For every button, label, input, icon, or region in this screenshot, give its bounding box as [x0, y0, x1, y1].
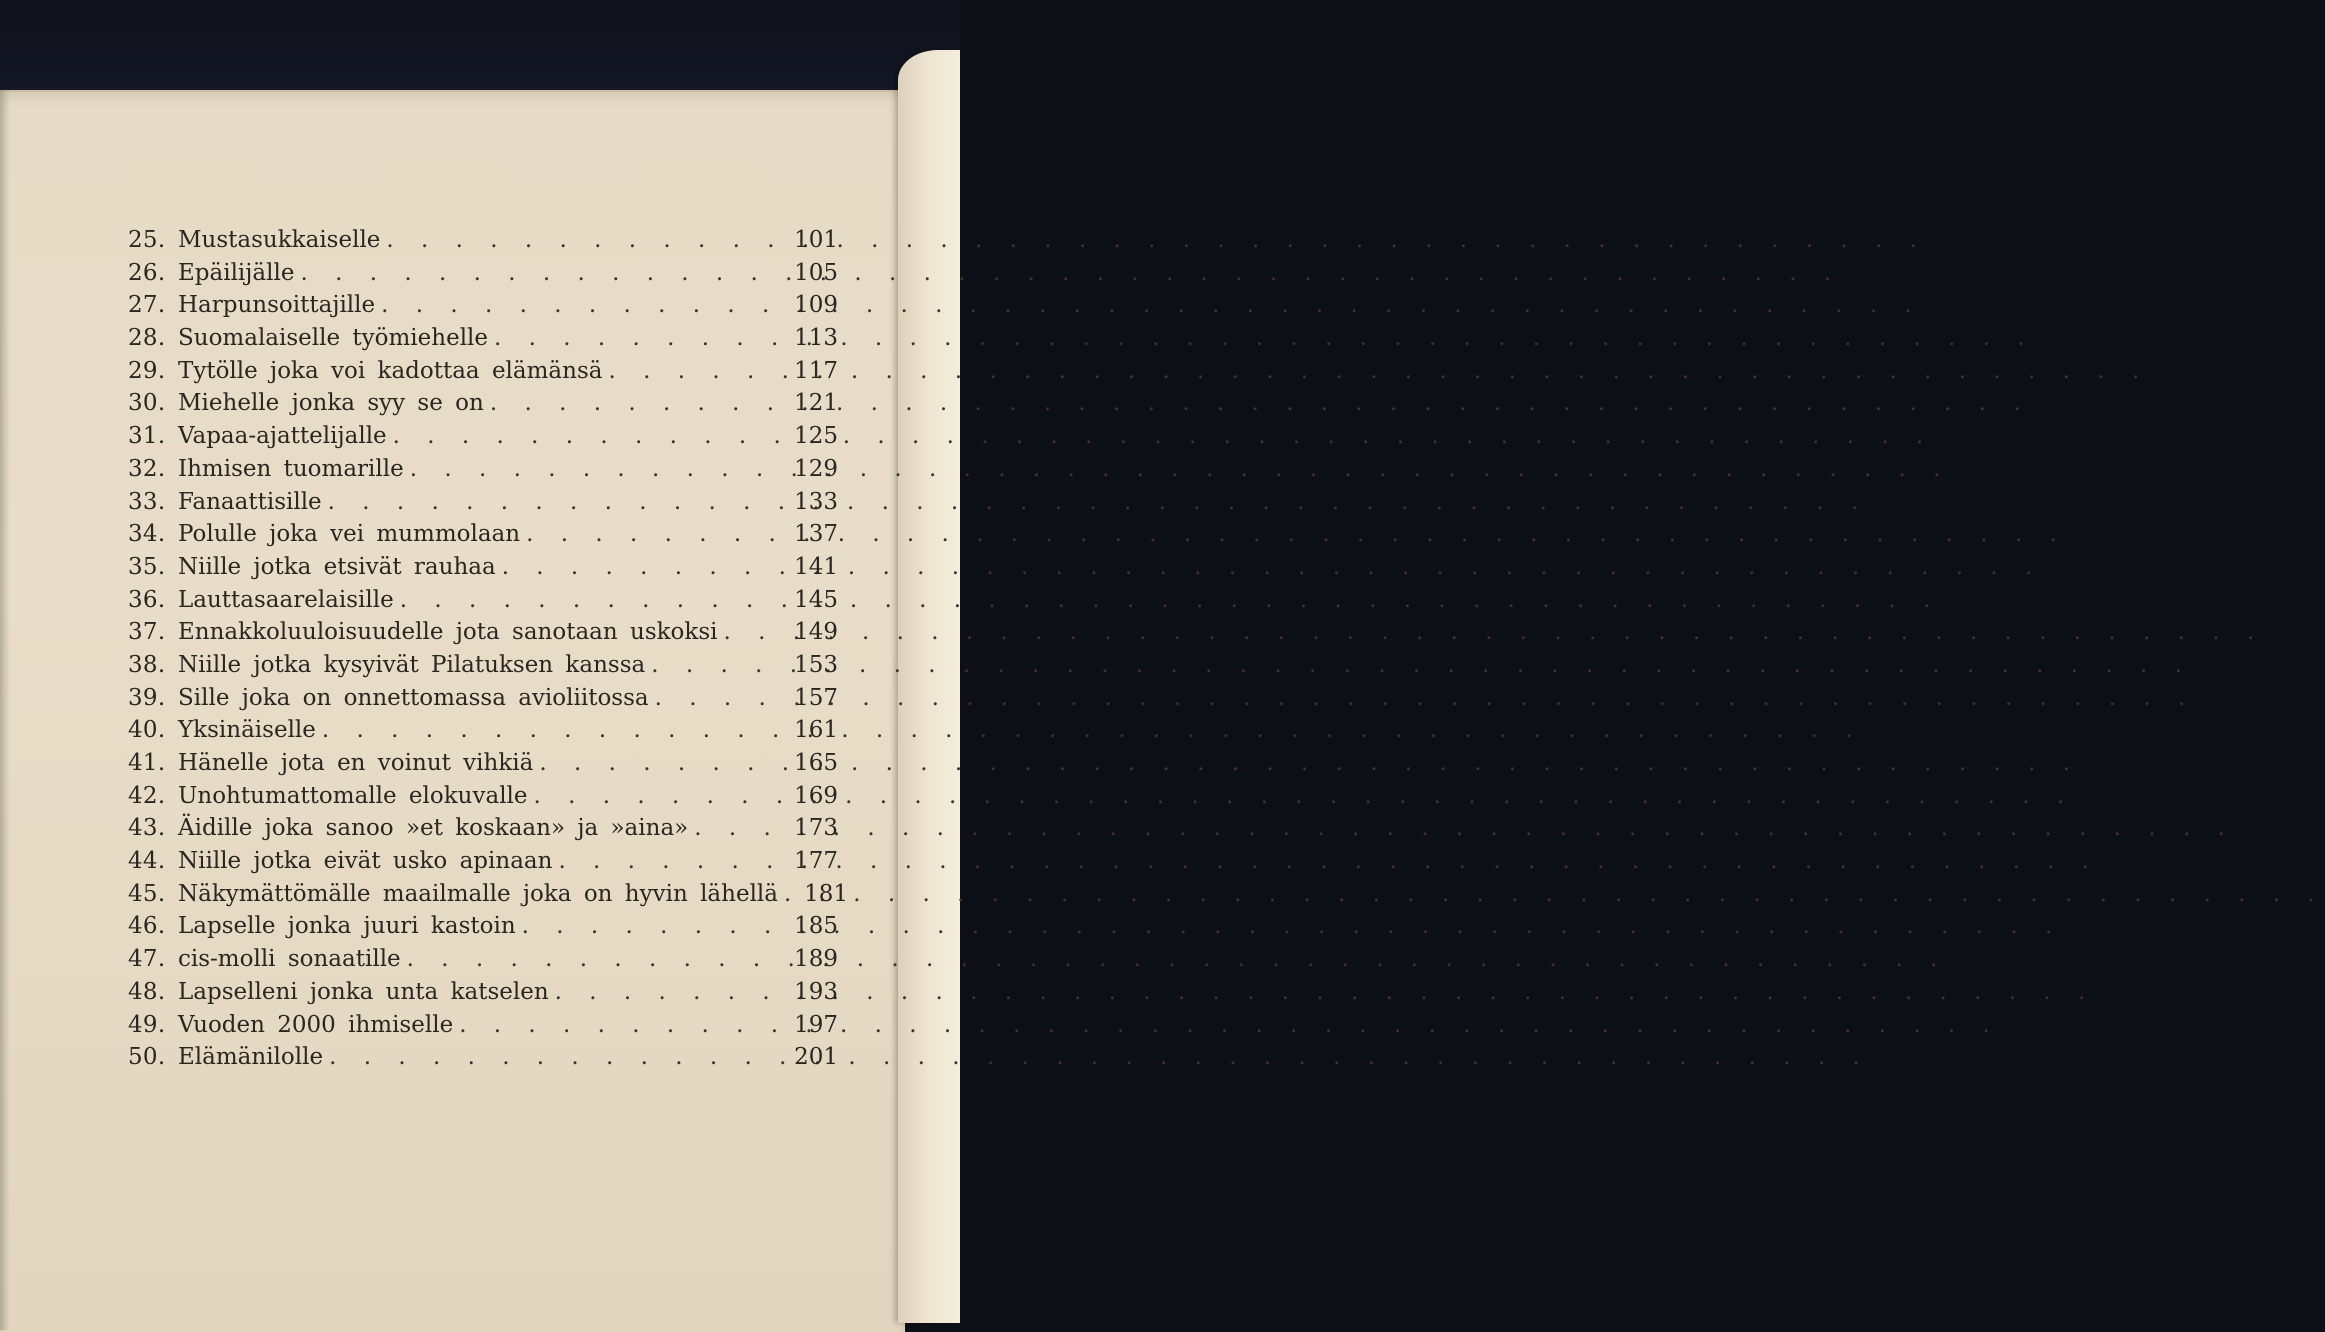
toc-dot-leader — [393, 420, 788, 453]
toc-entry — [128, 257, 838, 290]
toc-entry-number: 49. — [128, 1011, 166, 1038]
table-of-contents — [128, 224, 848, 1074]
toc-entry-page: 181 — [804, 880, 848, 907]
toc-entry-number: 50. — [128, 1044, 166, 1071]
toc-entry — [128, 747, 838, 780]
toc-entry-number: 34. — [128, 521, 166, 548]
toc-entry-number: 36. — [128, 586, 166, 613]
toc-entry-title: Harpunsoittajille — [178, 292, 376, 319]
toc-entry-number: 31. — [128, 423, 166, 450]
toc-dot-leader — [328, 486, 788, 519]
toc-entry-page: 173 — [794, 815, 838, 842]
toc-entry-number: 26. — [128, 259, 166, 286]
toc-entry-title: Epäilijälle — [178, 259, 295, 286]
photo-scene — [0, 0, 960, 1323]
toc-entry-page: 185 — [794, 913, 838, 940]
toc-dot-leader — [300, 257, 788, 290]
toc-dot-leader — [386, 224, 788, 257]
toc-entry-page: 169 — [794, 782, 838, 809]
toc-dot-leader — [407, 943, 788, 976]
toc-entry — [128, 1041, 838, 1074]
toc-entry-title: cis-molli sonaatille — [178, 946, 401, 973]
toc-entry-number: 43. — [128, 815, 166, 842]
toc-entry-number: 27. — [128, 292, 166, 319]
toc-entry-page: 113 — [794, 325, 838, 352]
toc-entry-title: Yksinäiselle — [178, 717, 316, 744]
toc-dot-leader — [322, 714, 788, 747]
toc-dot-leader — [539, 747, 788, 780]
toc-entry-number: 48. — [128, 978, 166, 1005]
toc-entry-page: 121 — [794, 390, 838, 417]
toc-entry-page: 101 — [794, 227, 838, 253]
toc-entry — [128, 780, 838, 813]
toc-entry-page: 133 — [794, 488, 838, 515]
toc-dot-leader — [494, 322, 788, 355]
toc-entry-number: 39. — [128, 684, 166, 711]
toc-entry-page: 161 — [794, 717, 838, 744]
page-shadow — [0, 90, 10, 1330]
toc-entry-title: Lapselleni jonka unta katselen — [178, 978, 549, 1005]
toc-entry-number: 47. — [128, 946, 166, 973]
toc-entry-title: Ennakkoluuloisuudelle jota sanotaan uskoksi — [178, 619, 718, 646]
toc-entry-page: 141 — [794, 553, 838, 580]
toc-entry-title: Vuoden 2000 ihmiselle — [178, 1011, 454, 1038]
toc-entry-title: Polulle joka vei mummolaan — [178, 521, 521, 548]
toc-entry-page: 157 — [794, 684, 838, 711]
toc-dot-leader — [459, 1009, 788, 1042]
toc-entry-title: Vapaa-ajattelijalle — [178, 423, 387, 450]
toc-entry-number: 41. — [128, 750, 166, 776]
toc-entry-page: 193 — [794, 978, 838, 1005]
toc-dot-leader — [784, 878, 798, 911]
toc-entry-page: 201 — [794, 1044, 838, 1071]
toc-entry — [128, 976, 838, 1009]
toc-entry — [128, 649, 838, 682]
toc-entry-page: 197 — [794, 1011, 838, 1038]
toc-entry-number: 38. — [128, 651, 166, 678]
toc-entry-title: Tytölle joka voi kadottaa elämänsä — [178, 357, 603, 384]
toc-dot-leader — [502, 551, 788, 584]
toc-dot-leader — [410, 453, 788, 486]
toc-entry-title: Suomalaiselle työmiehelle — [178, 325, 489, 352]
toc-entry-number: 37. — [128, 619, 166, 646]
toc-entry — [128, 1009, 838, 1042]
toc-entry — [128, 322, 838, 355]
toc-entry — [128, 420, 838, 453]
toc-entry-title: Lauttasaarelaisille — [178, 586, 394, 613]
toc-entry-page: 129 — [794, 455, 838, 482]
toc-entry — [128, 289, 838, 322]
toc-entry-page: 145 — [794, 586, 838, 613]
toc-entry — [128, 812, 838, 845]
toc-dot-leader — [555, 976, 788, 1009]
toc-dot-leader — [381, 289, 788, 322]
toc-entry-page: 189 — [794, 946, 838, 973]
toc-entry-page: 117 — [794, 357, 838, 384]
toc-entry-number: 29. — [128, 357, 166, 384]
toc-entry-title: Miehelle jonka syy se on — [178, 390, 484, 417]
toc-entry-page: 165 — [794, 750, 838, 776]
toc-entry-title: Fanaattisille — [178, 488, 322, 515]
toc-entry-title: Hänelle jota en voinut vihkiä — [178, 750, 534, 776]
toc-entry-title: Niille jotka eivät usko apinaan — [178, 848, 553, 875]
toc-entry-number: 44. — [128, 848, 166, 875]
toc-dot-leader — [490, 387, 788, 420]
toc-entry — [128, 584, 838, 617]
toc-entry-title: Unohtumattomalle elokuvalle — [178, 782, 528, 809]
toc-entry-number: 40. — [128, 717, 166, 744]
toc-entry-number: 35. — [128, 553, 166, 580]
toc-entry — [128, 878, 848, 911]
toc-entry-title: Sille joka on onnettomassa avioliitossa — [178, 684, 649, 711]
toc-dot-leader — [608, 355, 788, 388]
toc-entry-number: 42. — [128, 782, 166, 809]
toc-entry — [128, 682, 838, 715]
toc-dot-leader — [694, 812, 788, 845]
toc-entry-number: 32. — [128, 455, 166, 482]
toc-entry — [128, 943, 838, 976]
toc-entry — [128, 486, 838, 519]
toc-entry-page: 105 — [794, 259, 838, 286]
toc-dot-leader — [651, 649, 788, 682]
toc-entry — [128, 845, 838, 878]
toc-dot-leader — [724, 616, 789, 649]
toc-dot-leader — [522, 910, 788, 943]
toc-dot-leader — [558, 845, 788, 878]
toc-entry-page: 125 — [794, 423, 838, 450]
toc-dot-leader — [526, 518, 788, 551]
toc-entry-number: 45. — [128, 880, 166, 907]
toc-entry — [128, 551, 838, 584]
toc-entry — [128, 453, 838, 486]
toc-entry-number: 33. — [128, 488, 166, 515]
toc-dot-leader — [329, 1041, 788, 1074]
toc-entry-page: 137 — [794, 521, 838, 548]
toc-entry-title: Ihmisen tuomarille — [178, 455, 404, 482]
toc-entry — [128, 355, 838, 388]
toc-entry-number: 28. — [128, 325, 166, 352]
toc-entry-title: Niille jotka etsivät rauhaa — [178, 553, 496, 580]
toc-entry-number: 25. — [128, 227, 166, 253]
toc-entry-page: 177 — [794, 848, 838, 875]
toc-entry — [128, 518, 838, 551]
toc-entry — [128, 224, 838, 257]
dark-background — [0, 0, 960, 96]
toc-entry — [128, 714, 838, 747]
toc-entry-page: 109 — [794, 292, 838, 319]
toc-entry-title: Näkymättömälle maailmalle joka on hyvin lähellä — [178, 880, 778, 907]
toc-entry-title: Elämänilolle — [178, 1044, 324, 1071]
toc-entry-title: Niille jotka kysyivät Pilatuksen kanssa — [178, 651, 646, 678]
toc-entry — [128, 910, 838, 943]
toc-entry — [128, 387, 838, 420]
toc-dot-leader — [655, 682, 788, 715]
toc-entry-title: Mustasukkaiselle — [178, 227, 381, 253]
toc-entry-title: Äidille joka sanoo »et koskaan» ja »aina» — [178, 815, 689, 842]
toc-entry-page: 149 — [794, 619, 838, 646]
toc-entry-number: 46. — [128, 913, 166, 940]
toc-entry-title: Lapselle jonka juuri kastoin — [178, 913, 516, 940]
toc-entry-page: 153 — [794, 651, 838, 678]
toc-entry-number: 30. — [128, 390, 166, 417]
toc-entry — [128, 616, 838, 649]
toc-dot-leader — [400, 584, 788, 617]
toc-dot-leader — [534, 780, 788, 813]
